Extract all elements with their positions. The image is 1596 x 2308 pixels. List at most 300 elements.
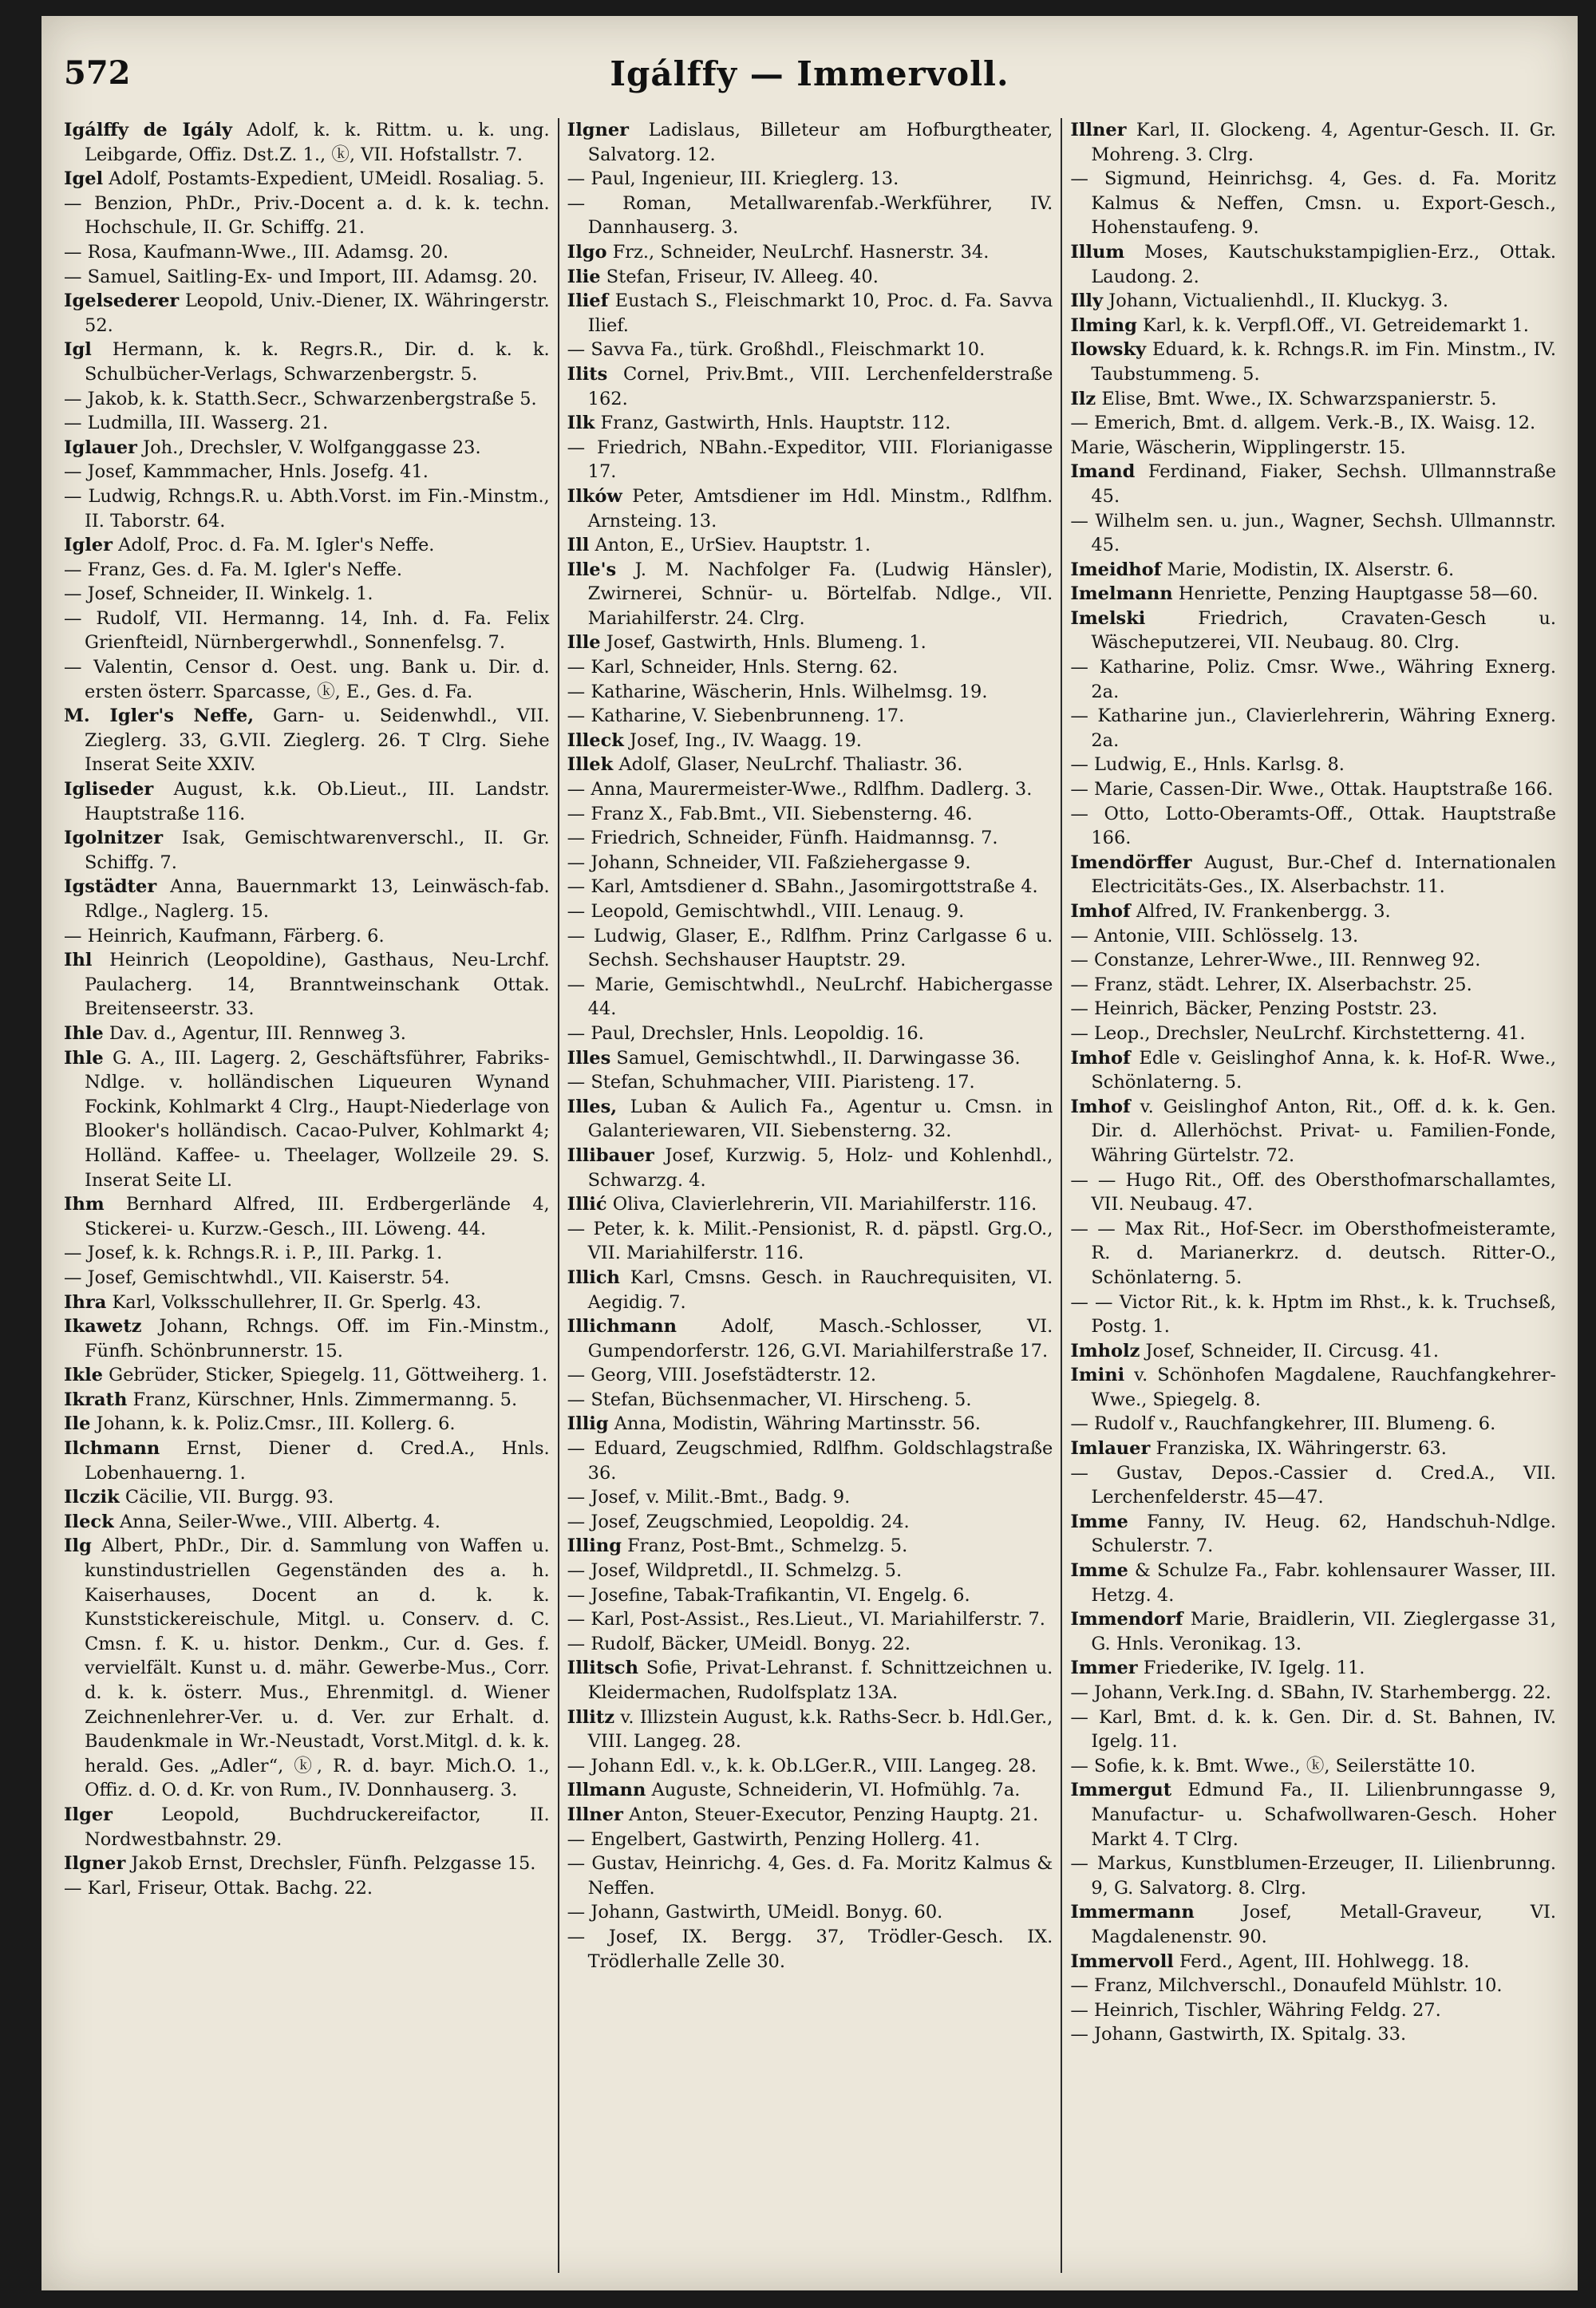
directory-entry bbox=[567, 899, 1053, 924]
directory-entry bbox=[64, 118, 550, 167]
directory-entry bbox=[567, 1412, 1053, 1437]
entry-details: Johann, Rchngs. Off. im Fin.-Minstm., Fünfh. Schönbrunnerstr. 15. bbox=[85, 1316, 550, 1361]
entry-details: — Otto, Lotto-Oberamts-Off., Ottak. Hauptstraße 166. bbox=[1070, 803, 1557, 849]
directory-entry bbox=[64, 1363, 550, 1388]
entry-details: — Karl, Schneider, Hnls. Sterng. 62. bbox=[567, 657, 899, 678]
entry-surname: Igl bbox=[64, 339, 92, 361]
entry-surname: Ilczik bbox=[64, 1487, 120, 1508]
directory-entry bbox=[64, 387, 550, 412]
entry-surname: Igler bbox=[64, 535, 113, 556]
directory-entry bbox=[1070, 1461, 1556, 1510]
entry-details: — Gustav, Heinrichg. 4, Ges. d. Fa. Moritz Kalmus & Neffen. bbox=[567, 1853, 1053, 1899]
directory-entry bbox=[567, 1510, 1053, 1535]
entry-details: Elise, Bmt. Wwe., IX. Schwarzspanierstr. 5. bbox=[1096, 388, 1497, 409]
entry-details: — Rosa, Kaufmann-Wwe., III. Adamsg. 20. bbox=[64, 241, 449, 263]
entry-details: — Leop., Drechsler, NeuLrchf. Kirchstetterng. 41. bbox=[1070, 1022, 1526, 1044]
entry-details: Adolf, Proc. d. Fa. M. Igler's Neffe. bbox=[112, 535, 435, 556]
entry-details: Dav. d., Agentur, III. Rennweg 3. bbox=[103, 1022, 406, 1044]
entry-surname: Ilk bbox=[567, 413, 595, 434]
directory-entry bbox=[567, 1534, 1053, 1559]
entry-details: J. M. Nachfolger Fa. (Ludwig Hänsler), Zwirnerei, Schnür- u. Börtelfab. Ndlge., VII. Mariahilferstr. 24. Clrg. bbox=[587, 559, 1053, 629]
directory-entry bbox=[64, 924, 550, 949]
directory-entry bbox=[1070, 655, 1556, 704]
page-number: 572 bbox=[64, 54, 131, 92]
entry-details: — Franz, städt. Lehrer, IX. Alserbachstr. 25. bbox=[1070, 974, 1472, 995]
entry-details: Samuel, Gemischtwhdl., II. Darwingasse 36. bbox=[610, 1047, 1021, 1069]
directory-entry bbox=[1070, 1217, 1556, 1290]
directory-entry bbox=[1070, 1705, 1556, 1754]
entry-details: Cäcilie, VII. Burgg. 93. bbox=[119, 1487, 334, 1508]
entry-details: — Stefan, Schuhmacher, VIII. Piaristeng. 17. bbox=[567, 1072, 975, 1093]
directory-entry bbox=[1070, 509, 1556, 558]
entry-surname: Ilchmann bbox=[64, 1438, 160, 1460]
entry-details: — Josef, k. k. Rchngs.R. i. P., III. Parkg. 1. bbox=[64, 1243, 443, 1264]
entry-details: — Katharine, Wäscherin, Hnls. Wilhelmsg. 19. bbox=[567, 681, 988, 702]
entry-surname: Ikawetz bbox=[64, 1316, 142, 1338]
entry-details: — Franz, Milchverschl., Donaufeld Mühlstr. 10. bbox=[1070, 1975, 1503, 1997]
entry-surname: Illić bbox=[567, 1194, 607, 1215]
entry-surname: Ikrath bbox=[64, 1389, 128, 1410]
entry-details: Peter, Amtsdiener im Hdl. Minstm., Rdlfhm. Arnsteing. 13. bbox=[587, 485, 1053, 532]
entry-details: — Leopold, Gemischtwhdl., VIII. Lenaug. 9. bbox=[567, 901, 965, 922]
entry-surname: Ihle bbox=[64, 1047, 104, 1069]
entry-details: — Marie, Gemischtwhdl., NeuLrchf. Habichergasse 44. bbox=[567, 974, 1053, 1020]
directory-entry bbox=[567, 1632, 1053, 1657]
entry-surname: Ille bbox=[567, 632, 601, 654]
entry-details: Adolf, Glaser, NeuLrchf. Thaliastr. 36. bbox=[613, 754, 963, 776]
entry-details: — Rudolf, VII. Hermanng. 14, Inh. d. Fa. Felix Grienfteidl, Nürnbergerwhdl., Sonnenfelsg. 7. bbox=[64, 607, 550, 654]
directory-entry bbox=[567, 1656, 1053, 1705]
directory-entry bbox=[1070, 167, 1556, 240]
entry-details: Marie, Wäscherin, Wipplingerstr. 15. bbox=[1070, 437, 1406, 458]
entry-details: — Sigmund, Heinrichsg. 4, Ges. d. Fa. Moritz Kalmus & Neffen, Cmsn. u. Export-Gesch., Hohenstaufeng. 9. bbox=[1070, 168, 1557, 239]
entry-details: Adolf, Masch.-Schlosser, VI. Gumpendorferstr. 126, G.VI. Mariahilferstraße 17. bbox=[587, 1316, 1053, 1361]
directory-entry bbox=[64, 1485, 550, 1510]
directory-entry bbox=[64, 1534, 550, 1803]
entry-details: — Ludmilla, III. Wasserg. 21. bbox=[64, 413, 329, 434]
entry-details: Anton, Steuer-Executor, Penzing Hauptg. 21. bbox=[622, 1804, 1039, 1825]
entry-surname: Immermann bbox=[1070, 1902, 1195, 1923]
entry-details: Josef, Gastwirth, Hnls. Blumeng. 1. bbox=[600, 632, 926, 654]
entry-surname: Ilków bbox=[567, 485, 622, 507]
directory-entry bbox=[567, 289, 1053, 338]
entry-surname: Imelski bbox=[1070, 607, 1146, 629]
directory-entry bbox=[567, 118, 1053, 167]
entry-surname: Illichmann bbox=[567, 1316, 678, 1338]
entry-details: — Johann Edl. v., k. k. Ob.LGer.R., VIII. Langeg. 28. bbox=[567, 1755, 1037, 1776]
directory-entry bbox=[1070, 1974, 1556, 1998]
entry-details: — Peter, k. k. Milit.-Pensionist, R. d. päpstl. Grg.O., VII. Mariahilferstr. 116. bbox=[567, 1218, 1053, 1264]
entry-details: Karl, Cmsns. Gesch. in Rauchrequisiten, VI. Aegidig. 7. bbox=[587, 1267, 1053, 1313]
directory-entry bbox=[1070, 802, 1556, 851]
entry-surname: Illich bbox=[567, 1267, 620, 1288]
entry-details: — Heinrich, Kaufmann, Färberg. 6. bbox=[64, 925, 385, 947]
directory-entry bbox=[64, 1266, 550, 1290]
entry-details: Franz, Kürschner, Hnls. Zimmermanng. 5. bbox=[127, 1389, 518, 1410]
entry-surname: Illek bbox=[567, 754, 614, 776]
entry-details: — Karl, Bmt. d. k. k. Gen. Dir. d. St. Bahnen, IV. Igelg. 11. bbox=[1070, 1706, 1557, 1753]
entry-details: — Josef, v. Milit.-Bmt., Badg. 9. bbox=[567, 1487, 851, 1508]
entry-details: Edmund Fa., II. Lilienbrunngasse 9, Manufactur- u. Schafwollwaren-Gesch. Hoher Markt 4. T Clrg. bbox=[1091, 1780, 1557, 1850]
entry-details: Marie, Modistin, IX. Alserstr. 6. bbox=[1161, 559, 1455, 580]
directory-entry bbox=[567, 1095, 1053, 1144]
entry-details: — Anna, Maurermeister-Wwe., Rdlfhm. Dadlerg. 3. bbox=[567, 779, 1033, 800]
entry-surname: Imelmann bbox=[1070, 583, 1173, 605]
directory-entry bbox=[1070, 118, 1556, 167]
directory-entry bbox=[1070, 899, 1556, 924]
directory-entry bbox=[1070, 1168, 1556, 1217]
entry-details: — Josef, IX. Bergg. 37, Trödler-Gesch. IX. Trödlerhalle Zelle 30. bbox=[567, 1926, 1053, 1972]
entry-details: — Franz, Ges. d. Fa. M. Igler's Neffe. bbox=[64, 559, 402, 580]
directory-entry bbox=[64, 1388, 550, 1413]
entry-surname: Imhof bbox=[1070, 1047, 1131, 1069]
directory-entry bbox=[567, 875, 1053, 899]
entry-surname: Ilie bbox=[567, 266, 601, 287]
directory-entry bbox=[567, 851, 1053, 875]
entry-surname: Ihl bbox=[64, 950, 93, 971]
directory-entry bbox=[567, 729, 1053, 753]
entry-details: Garn- u. Seidenwhdl., VII. Zieglerg. 33, G.VII. Zieglerg. 26. T Clrg. Siehe Inserat Seite XXIV. bbox=[85, 705, 550, 776]
entry-surname: Illitsch bbox=[567, 1658, 638, 1679]
entry-surname: Ile bbox=[64, 1413, 91, 1435]
directory-entry bbox=[1070, 1437, 1556, 1461]
directory-entry bbox=[567, 558, 1053, 631]
entry-surname: Ilg bbox=[64, 1535, 92, 1557]
directory-entry bbox=[64, 265, 550, 290]
entry-details: — Karl, Amtsdiener d. SBahn., Jasomirgottstraße 4. bbox=[567, 876, 1038, 898]
directory-entry bbox=[64, 411, 550, 436]
entry-details: Isak, Gemischtwarenverschl., II. Gr. Schiffg. 7. bbox=[85, 828, 550, 873]
directory-entry bbox=[567, 973, 1053, 1022]
entry-details: Gebrüder, Sticker, Spiegelg. 11, Göttweiherg. 1. bbox=[102, 1365, 548, 1386]
directory-entry bbox=[567, 777, 1053, 802]
entry-details: Franz, Post-Bmt., Schmelzg. 5. bbox=[621, 1535, 908, 1557]
entry-details: Alfred, IV. Frankenbergg. 3. bbox=[1130, 901, 1391, 922]
directory-entry bbox=[567, 436, 1053, 484]
directory-entry bbox=[64, 607, 550, 655]
running-title: Igálffy — Immervoll. bbox=[610, 54, 1009, 93]
directory-entry bbox=[64, 1314, 550, 1363]
entry-surname: Illner bbox=[567, 1804, 623, 1825]
entry-details: Hermann, k. k. Regrs.R., Dir. d. k. k. Schulbücher-Verlags, Schwarzenbergstr. 5. bbox=[85, 339, 550, 385]
entry-surname: Ilits bbox=[567, 363, 608, 385]
directory-entry bbox=[64, 484, 550, 533]
entry-details: — Marie, Cassen-Dir. Wwe., Ottak. Hauptstraße 166. bbox=[1070, 779, 1554, 800]
entry-details: Franz, Gastwirth, Hnls. Hauptstr. 112. bbox=[595, 413, 951, 434]
directory-entry bbox=[1070, 1852, 1556, 1900]
entry-details: Henriette, Penzing Hauptgasse 58—60. bbox=[1172, 583, 1539, 605]
entry-surname: Igliseder bbox=[64, 779, 154, 800]
entry-details: Karl, Volksschullehrer, II. Gr. Sperlg. 43. bbox=[106, 1291, 482, 1313]
entry-details: Leopold, Buchdruckereifactor, II. Nordwestbahnstr. 29. bbox=[85, 1804, 550, 1850]
entry-surname: Illig bbox=[567, 1413, 609, 1435]
directory-entry bbox=[567, 1437, 1053, 1485]
directory-entry bbox=[1070, 704, 1556, 753]
directory-entry bbox=[64, 1192, 550, 1241]
entry-surname: Ilming bbox=[1070, 314, 1137, 336]
entry-details: — Katharine jun., Clavierlehrerin, Währing Exnerg. 2a. bbox=[1070, 705, 1557, 751]
directory-columns bbox=[56, 118, 1564, 2273]
entry-surname: Ilowsky bbox=[1070, 339, 1147, 361]
directory-entry bbox=[567, 802, 1053, 827]
entry-details: — Katharine, Poliz. Cmsr. Wwe., Währing Exnerg. 2a. bbox=[1070, 657, 1557, 702]
entry-details: — Gustav, Depos.-Cassier d. Cred.A., VII. Lerchenfelderstr. 45—47. bbox=[1070, 1462, 1557, 1508]
directory-entry bbox=[1070, 1559, 1556, 1607]
entry-details: — Markus, Kunstblumen-Erzeuger, II. Lilienbrunng. 9, G. Salvatorg. 8. Clrg. bbox=[1070, 1853, 1557, 1899]
entry-details: — Johann, Gastwirth, IX. Spitalg. 33. bbox=[1070, 2024, 1407, 2045]
directory-entry bbox=[567, 1363, 1053, 1388]
directory-entry bbox=[64, 1046, 550, 1193]
entry-surname: Illes, bbox=[567, 1096, 618, 1117]
directory-entry bbox=[64, 826, 550, 875]
entry-details: — Engelbert, Gastwirth, Penzing Hollerg. 41. bbox=[567, 1828, 981, 1850]
entry-details: Albert, PhDr., Dir. d. Sammlung von Waffen u. kunstindustriellen Gegenständen des a. h. Kaiserhauses, Docent an d. k. k. Kunststickereischule, Mitgl. u. Conserv. d. C. Cmsn. f. K. u. histor. Denkm., Cur. d. Ges. f. vervielfält. Kunst u. d. mähr. Gewerbe-Mus., Corr. d. k. k. österr. Mus., Ehrenmitgl. d. Wiener Zeichnenlehrer-Ver. u. d. Ver. zur Erhalt. d. Baudenkmale in Wr.-Neustadt, Vorst.Mitgl. d. k. k. herald. Ges. „Adler“, ⓚ, R. d. bayr. Mich.O. 1., Offiz. d. O. d. Kr. von Rum., IV. Donnhauserg. 3. bbox=[85, 1535, 550, 1801]
directory-entry bbox=[64, 240, 550, 265]
entry-details: Josef, Kurzwig. 5, Holz- und Kohlenhdl., Schwarzg. 4. bbox=[587, 1144, 1053, 1191]
directory-entry bbox=[1070, 1900, 1556, 1949]
directory-entry bbox=[1070, 777, 1556, 802]
directory-entry bbox=[64, 1876, 550, 1901]
entry-surname: Illy bbox=[1070, 290, 1104, 312]
entry-details: — Johann, Gastwirth, UMeidl. Bonyg. 60. bbox=[567, 1902, 943, 1923]
entry-details: Eduard, k. k. Rchngs.R. im Fin. Minstm., IV. Taubstummeng. 5. bbox=[1091, 339, 1557, 385]
entry-details: — Valentin, Censor d. Oest. ung. Bank u. Dir. d. ersten österr. Sparcasse, ⓚ, E., Ges. d. Fa. bbox=[64, 657, 550, 702]
directory-entry bbox=[1070, 1656, 1556, 1681]
entry-details: August, Bur.-Chef d. Internationalen Electricitäts-Ges., IX. Alserbachstr. 11. bbox=[1091, 852, 1557, 898]
directory-entry bbox=[64, 582, 550, 607]
entry-surname: Imeidhof bbox=[1070, 559, 1162, 580]
directory-entry bbox=[567, 1046, 1053, 1071]
directory-entry bbox=[567, 192, 1053, 240]
directory-entry bbox=[64, 704, 550, 777]
directory-entry bbox=[64, 948, 550, 1022]
entry-surname: Igstädter bbox=[64, 876, 157, 898]
directory-entry bbox=[64, 1022, 550, 1046]
entry-details: — Josefine, Tabak-Trafikantin, VI. Engelg. 6. bbox=[567, 1584, 970, 1606]
directory-entry bbox=[1070, 1022, 1556, 1046]
entry-details: & Schulze Fa., Fabr. kohlensaurer Wasser, III. Hetzg. 4. bbox=[1091, 1560, 1557, 1606]
entry-surname: Illner bbox=[1070, 120, 1127, 140]
directory-entry bbox=[64, 777, 550, 826]
directory-entry bbox=[567, 1192, 1053, 1217]
entry-details: Franziska, IX. Währingerstr. 63. bbox=[1150, 1438, 1447, 1460]
entry-details: Sofie, Privat-Lehranst. f. Schnittzeichnen u. Kleidermachen, Rudolfsplatz 13A. bbox=[587, 1658, 1053, 1703]
directory-entry bbox=[64, 1241, 550, 1266]
directory-entry bbox=[1070, 1778, 1556, 1852]
directory-entry bbox=[567, 1852, 1053, 1900]
directory-entry bbox=[64, 533, 550, 558]
entry-details: — Stefan, Büchsenmacher, VI. Hirscheng. 5. bbox=[567, 1389, 972, 1410]
entry-details: Ladislaus, Billeteur am Hofburgtheater, Salvatorg. 12. bbox=[587, 120, 1053, 165]
directory-entry bbox=[567, 338, 1053, 362]
entry-details: — Benzion, PhDr., Priv.-Docent a. d. k. k. techn. Hochschule, II. Gr. Schiffg. 21. bbox=[64, 192, 550, 239]
directory-entry bbox=[567, 924, 1053, 973]
column-middle bbox=[559, 118, 1063, 2273]
directory-entry bbox=[567, 753, 1053, 777]
directory-entry bbox=[64, 289, 550, 338]
entry-details: Ernst, Diener d. Cred.A., Hnls. Lobenhauerng. 1. bbox=[85, 1438, 550, 1484]
directory-entry bbox=[567, 1705, 1053, 1754]
directory-entry bbox=[1070, 387, 1556, 412]
directory-entry bbox=[567, 533, 1053, 558]
directory-entry bbox=[1070, 411, 1556, 436]
directory-entry bbox=[567, 1754, 1053, 1779]
directory-entry bbox=[64, 1290, 550, 1315]
directory-entry bbox=[1070, 1412, 1556, 1437]
entry-surname: Immergut bbox=[1070, 1780, 1172, 1801]
directory-page bbox=[41, 16, 1578, 2290]
directory-entry bbox=[567, 630, 1053, 655]
directory-entry bbox=[1070, 997, 1556, 1022]
entry-details: Adolf, k. k. Rittm. u. k. ung. Leibgarde, Offiz. Dst.Z. 1., ⓚ, VII. Hofstallstr. 7. bbox=[85, 120, 550, 165]
directory-entry bbox=[567, 1388, 1053, 1413]
entry-details: Auguste, Schneiderin, VI. Hofmühlg. 7a. bbox=[646, 1780, 1021, 1801]
entry-details: Jakob Ernst, Drechsler, Fünfh. Pelzgasse 15. bbox=[125, 1853, 536, 1875]
directory-entry bbox=[567, 167, 1053, 192]
entry-details: v. Illizstein August, k.k. Raths-Secr. b. Hdl.Ger., VIII. Langeg. 28. bbox=[587, 1706, 1053, 1753]
directory-entry bbox=[64, 436, 550, 460]
entry-details: — Wilhelm sen. u. jun., Wagner, Sechsh. Ullmannstr. 45. bbox=[1070, 510, 1557, 556]
entry-details: — Roman, Metallwarenfab.-Werkführer, IV. Dannhauserg. 3. bbox=[567, 192, 1053, 239]
entry-details: — Constanze, Lehrer-Wwe., III. Rennweg 92. bbox=[1070, 950, 1481, 971]
directory-entry bbox=[567, 1803, 1053, 1828]
entry-details: — Rudolf v., Rauchfangkehrer, III. Blumeng. 6. bbox=[1070, 1413, 1496, 1435]
entry-surname: Iglauer bbox=[64, 437, 137, 458]
entry-details: — Josef, Zeugschmied, Leopoldig. 24. bbox=[567, 1511, 910, 1532]
entry-details: — Franz X., Fab.Bmt., VII. Siebensterng. 46. bbox=[567, 803, 973, 824]
entry-surname: Ihra bbox=[64, 1291, 107, 1313]
entry-details: — Samuel, Saitling-Ex- und Import, III. Adamsg. 20. bbox=[64, 266, 538, 287]
entry-details: Luban & Aulich Fa., Agentur u. Cmsn. in Galanteriewaren, VII. Siebensterng. 32. bbox=[587, 1096, 1053, 1142]
entry-details: — Friedrich, NBahn.-Expeditor, VIII. Florianigasse 17. bbox=[567, 437, 1053, 483]
entry-surname: Ilz bbox=[1070, 388, 1096, 409]
entry-details: — Georg, VIII. Josefstädterstr. 12. bbox=[567, 1365, 877, 1386]
entry-details: Josef, Metall-Graveur, VI. Magdalenenstr. 90. bbox=[1091, 1902, 1557, 1947]
directory-entry bbox=[1070, 851, 1556, 899]
entry-surname: Imini bbox=[1070, 1365, 1125, 1386]
entry-details: Anna, Seiler-Wwe., VIII. Albertg. 4. bbox=[113, 1511, 440, 1532]
directory-entry bbox=[567, 826, 1053, 851]
entry-surname: Igel bbox=[64, 168, 104, 190]
entry-surname: Immer bbox=[1070, 1658, 1138, 1679]
column-left bbox=[56, 118, 559, 2273]
entry-details: Frz., Schneider, NeuLrchf. Hasnerstr. 34. bbox=[606, 241, 990, 263]
directory-entry bbox=[1070, 1363, 1556, 1412]
directory-entry bbox=[567, 1900, 1053, 1925]
entry-details: Leopold, Univ.-Diener, IX. Währingerstr. 52. bbox=[85, 290, 550, 336]
directory-entry bbox=[567, 1778, 1053, 1803]
directory-entry bbox=[567, 1485, 1053, 1510]
directory-entry bbox=[567, 1022, 1053, 1046]
entry-details: Eustach S., Fleischmarkt 10, Proc. d. Fa. Savva Ilief. bbox=[587, 290, 1053, 336]
directory-entry bbox=[1070, 338, 1556, 386]
entry-details: Joh., Drechsler, V. Wolfganggasse 23. bbox=[136, 437, 481, 458]
entry-details: — Josef, Schneider, II. Winkelg. 1. bbox=[64, 583, 373, 605]
entry-surname: Illum bbox=[1070, 241, 1125, 263]
entry-surname: Immervoll bbox=[1070, 1950, 1174, 1972]
entry-surname: Imhof bbox=[1070, 1096, 1131, 1117]
entry-details: Johann, k. k. Poliz.Cmsr., III. Kollerg. 6. bbox=[90, 1413, 456, 1435]
directory-entry bbox=[1070, 1607, 1556, 1656]
entry-details: — Josef, Wildpretdl., II. Schmelzg. 5. bbox=[567, 1560, 903, 1582]
directory-entry bbox=[567, 484, 1053, 533]
entry-details: — Josef, Gemischtwhdl., VII. Kaiserstr. 54. bbox=[64, 1267, 450, 1288]
directory-entry bbox=[567, 1144, 1053, 1192]
entry-details: G. A., III. Lagerg. 2, Geschäftsführer, Fabriks-Ndlge. v. holländischen Liqueuren Wynand Fockink, Kohlmarkt 4 Clrg., Haupt-Niederlage von Blooker's holländisch. Cacao-Pulver, Kohlmarkt 4; Holländ. Kaffee- u. Theelager, Wollzeile 29. S. Inserat Seite LI. bbox=[85, 1047, 550, 1191]
directory-entry bbox=[567, 1607, 1053, 1632]
entry-details: Karl, k. k. Verpfl.Off., VI. Getreidemarkt 1. bbox=[1136, 314, 1529, 336]
directory-entry bbox=[1070, 289, 1556, 314]
directory-entry bbox=[567, 1559, 1053, 1583]
directory-entry bbox=[1070, 1998, 1556, 2023]
entry-surname: Illes bbox=[567, 1047, 611, 1069]
entry-details: — — Hugo Rit., Off. des Obersthofmarschallamtes, VII. Neubaug. 47. bbox=[1070, 1169, 1557, 1215]
entry-details: Ferdinand, Fiaker, Sechsh. Ullmannstraße 45. bbox=[1091, 461, 1557, 507]
entry-details: — Sofie, k. k. Bmt. Wwe., ⓚ, Seilerstätte 10. bbox=[1070, 1755, 1476, 1776]
directory-entry bbox=[64, 1412, 550, 1437]
directory-entry bbox=[64, 875, 550, 923]
directory-entry bbox=[1070, 753, 1556, 777]
entry-surname: Illibauer bbox=[567, 1144, 654, 1166]
entry-surname: Ileck bbox=[64, 1511, 114, 1532]
directory-entry bbox=[1070, 2022, 1556, 2047]
entry-surname: Imhof bbox=[1070, 901, 1131, 922]
directory-entry bbox=[64, 1852, 550, 1876]
directory-entry bbox=[1070, 1095, 1556, 1168]
entry-surname: Imme bbox=[1070, 1511, 1128, 1532]
entry-surname: Igolnitzer bbox=[64, 828, 164, 849]
entry-details: Stefan, Friseur, IV. Alleeg. 40. bbox=[600, 266, 879, 287]
directory-entry bbox=[64, 655, 550, 704]
entry-details: Heinrich (Leopoldine), Gasthaus, Neu-Lrchf. Paulacherg. 14, Branntweinschank Ottak. Breitenseerstr. 33. bbox=[85, 950, 550, 1020]
directory-entry bbox=[1070, 1510, 1556, 1559]
directory-entry bbox=[567, 1070, 1053, 1095]
directory-entry bbox=[1070, 924, 1556, 949]
directory-entry bbox=[64, 167, 550, 192]
entry-details: — Paul, Drechsler, Hnls. Leopoldig. 16. bbox=[567, 1022, 924, 1044]
directory-entry bbox=[64, 338, 550, 386]
directory-entry bbox=[1070, 314, 1556, 338]
entry-surname: Illmann bbox=[567, 1780, 646, 1801]
entry-details: — Antonie, VIII. Schlösselg. 13. bbox=[1070, 925, 1359, 947]
entry-details: — Heinrich, Bäcker, Penzing Poststr. 23. bbox=[1070, 998, 1438, 1020]
entry-surname: Ihm bbox=[64, 1194, 105, 1215]
entry-details: — Johann, Schneider, VII. Faßziehergasse 9. bbox=[567, 852, 971, 873]
directory-entry bbox=[567, 655, 1053, 680]
directory-entry bbox=[64, 1437, 550, 1485]
entry-details: Oliva, Clavierlehrerin, VII. Mariahilferstr. 116. bbox=[606, 1194, 1037, 1215]
entry-details: Edle v. Geislinghof Anna, k. k. Hof-R. Wwe., Schönlaterng. 5. bbox=[1091, 1047, 1557, 1093]
directory-entry bbox=[567, 265, 1053, 290]
entry-surname: Imand bbox=[1070, 461, 1136, 483]
entry-details: Marie, Braidlerin, VII. Zieglergasse 31, G. Hnls. Veronikag. 13. bbox=[1091, 1609, 1557, 1654]
entry-details: — Johann, Verk.Ing. d. SBahn, IV. Starhembergg. 22. bbox=[1070, 1682, 1551, 1703]
entry-details: — Karl, Post-Assist., Res.Lieut., VI. Mariahilferstr. 7. bbox=[567, 1609, 1045, 1630]
directory-entry bbox=[1070, 558, 1556, 583]
directory-entry bbox=[1070, 240, 1556, 289]
directory-entry bbox=[1070, 436, 1556, 460]
directory-entry bbox=[64, 192, 550, 240]
entry-details: — Eduard, Zeugschmied, Rdlfhm. Goldschlagstraße 36. bbox=[567, 1438, 1053, 1484]
entry-details: — — Max Rit., Hof-Secr. im Obersthofmeisteramte, R. d. Marianerkrz. d. deutsch. Ritter-O., Schönlaterng. 5. bbox=[1070, 1218, 1557, 1288]
entry-details: Bernhard Alfred, III. Erdbergerlände 4, Stickerei- u. Kurzw.-Gesch., III. Löweng. 44. bbox=[85, 1194, 550, 1239]
directory-entry bbox=[567, 1217, 1053, 1266]
directory-entry bbox=[64, 1803, 550, 1852]
entry-surname: Illing bbox=[567, 1535, 622, 1557]
entry-details: — Katharine, V. Siebenbrunneng. 17. bbox=[567, 705, 905, 727]
entry-surname: Imholz bbox=[1070, 1340, 1140, 1361]
directory-entry bbox=[567, 1925, 1053, 1974]
